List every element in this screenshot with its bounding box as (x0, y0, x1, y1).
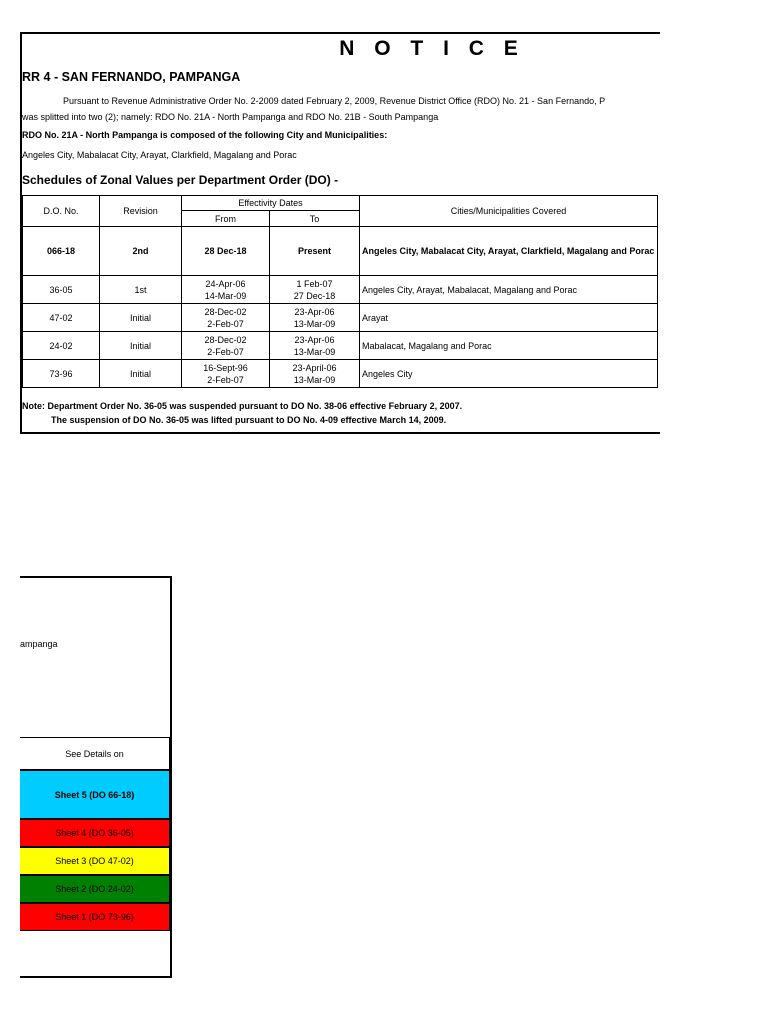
cell-revision: Initial (100, 332, 182, 360)
panel-text-fragment: ampanga (20, 639, 58, 649)
sheet-4-button[interactable]: Sheet 4 (DO 36-05) (20, 819, 170, 847)
header-from: From (182, 211, 270, 227)
cell-do-no: 36-05 (23, 276, 100, 304)
schedule-title: Schedules of Zonal Values per Department Order (DO) - (22, 173, 339, 187)
table-row (23, 227, 658, 276)
cell-do-no: 066-18 (23, 227, 100, 276)
table-row (23, 304, 658, 332)
notice-paragraph-4: Angeles City, Mabalacat City, Arayat, Clarkfield, Magalang and Porac (22, 150, 297, 160)
cell-revision: Initial (100, 304, 182, 332)
cell-cities: Arayat (360, 304, 658, 332)
table-row (23, 360, 658, 388)
notes (22, 399, 462, 427)
cell-to (270, 332, 360, 360)
to-date-1: 23-Apr-06 (294, 334, 335, 345)
cell-do-no: 24-02 (23, 332, 100, 360)
to-date-2: 13-Mar-09 (293, 374, 336, 385)
cell-from (182, 276, 270, 304)
sheet-2-button[interactable]: Sheet 2 (DO 24-02) (20, 875, 170, 903)
header-effectivity: Effectivity Dates (182, 196, 360, 211)
cell-revision: Initial (100, 360, 182, 388)
cell-to (270, 304, 360, 332)
to-date-2: 27 Dec-18 (293, 290, 336, 301)
header-do-no: D.O. No. (23, 196, 100, 227)
table-row (23, 332, 658, 360)
from-date-1: 28-Dec-02 (204, 306, 247, 317)
to-date-1: 23-April-06 (292, 362, 337, 373)
to-date-1: 1 Feb-07 (296, 278, 333, 289)
to-date-2: 13-Mar-09 (293, 346, 336, 357)
notice-paragraph-2: was splitted into two (2); namely: RDO No. 21A - North Pampanga and RDO No. 21B - South Pampanga (22, 112, 439, 122)
cell-do-no: 47-02 (23, 304, 100, 332)
from-date-1: 24-Apr-06 (205, 278, 246, 289)
cell-revision: 1st (100, 276, 182, 304)
sheet-1-button[interactable]: Sheet 1 (DO 73-96) (20, 903, 170, 931)
cell-do-no: 73-96 (23, 360, 100, 388)
cell-from: 28 Dec-18 (182, 227, 270, 276)
from-date-2: 2-Feb-07 (207, 318, 244, 329)
region-heading: RR 4 - SAN FERNANDO, PAMPANGA (22, 70, 241, 84)
from-date-1: 28-Dec-02 (204, 334, 247, 345)
from-date-2: 2-Feb-07 (207, 374, 244, 385)
cell-cities: Angeles City, Arayat, Mabalacat, Magalang and Porac (360, 276, 658, 304)
cell-cities: Angeles City (360, 360, 658, 388)
from-date-1: 16-Sept-96 (203, 362, 248, 373)
cell-cities: Angeles City, Mabalacat City, Arayat, Clarkfield, Magalang and Porac (360, 227, 658, 276)
cell-from (182, 332, 270, 360)
to-date-1: 23-Apr-06 (294, 306, 335, 317)
notice-title: N O T I C E (339, 37, 525, 60)
sheet-3-button[interactable]: Sheet 3 (DO 47-02) (20, 847, 170, 875)
cell-to: Present (270, 227, 360, 276)
see-details-label: See Details on (20, 737, 170, 770)
zonal-values-table (22, 195, 658, 388)
cell-from (182, 304, 270, 332)
notice-panel (20, 32, 660, 434)
sheet-navigation-panel (20, 576, 172, 978)
table-row (23, 276, 658, 304)
from-date-2: 14-Mar-09 (204, 290, 247, 301)
header-to: To (270, 211, 360, 227)
cell-revision: 2nd (100, 227, 182, 276)
from-date-2: 2-Feb-07 (207, 346, 244, 357)
cell-to (270, 276, 360, 304)
cell-cities: Mabalacat, Magalang and Porac (360, 332, 658, 360)
notice-paragraph-3: RDO No. 21A - North Pampanga is composed of the following City and Municipalities: (22, 130, 388, 140)
note-line-2: The suspension of DO No. 36-05 was lifted pursuant to DO No. 4-09 effective March 14, 2009. (51, 415, 447, 425)
header-revision: Revision (100, 196, 182, 227)
sheet-5-button[interactable]: Sheet 5 (DO 66-18) (20, 770, 170, 819)
cell-from (182, 360, 270, 388)
cell-to (270, 360, 360, 388)
note-line-1: Note: Department Order No. 36-05 was suspended pursuant to DO No. 38-06 effective February 2, 2007. (22, 401, 463, 411)
header-cities: Cities/Municipalities Covered (360, 196, 658, 227)
to-date-2: 13-Mar-09 (293, 318, 336, 329)
notice-paragraph-1: Pursuant to Revenue Administrative Order No. 2-2009 dated February 2, 2009, Revenue District Office (RDO) No. 21 - San Fernando, P (63, 96, 606, 106)
